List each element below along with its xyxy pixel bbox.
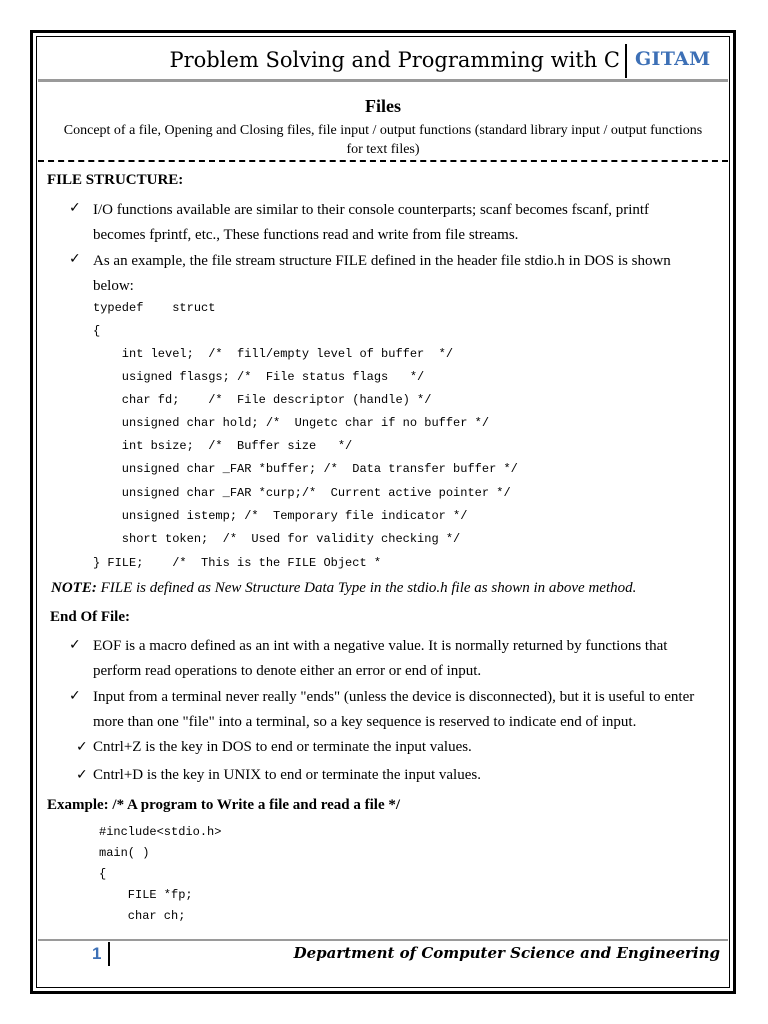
note-text: FILE is defined as New Structure Data Type in the stdio.h file as shown in above method.: [96, 580, 637, 596]
code-line: {: [99, 867, 107, 881]
department-name: Department of Computer Science and Engineering: [293, 944, 720, 962]
note-paragraph: [51, 580, 636, 597]
code-line: } FILE; /* This is the FILE Object *: [93, 556, 382, 570]
code-line: unsigned char _FAR *curp;/* Current active pointer */: [93, 486, 511, 500]
checkmark-icon: ✓: [76, 739, 88, 755]
note-label: NOTE:: [51, 580, 97, 596]
bullet-text: I/O functions available are similar to their console counterparts; scanf becomes fscanf, printf becomes fprintf, etc., These functions read and write from file streams.: [93, 202, 650, 243]
page-title: Files: [365, 96, 401, 116]
end-of-file-heading: End Of File:: [50, 609, 131, 625]
header-divider: [625, 44, 627, 78]
bullet-text: Input from a terminal never really "ends" (unless the device is disconnected), but it is useful to enter more than one "file" into a terminal, so a key sequence is reserved to indicate end of input.: [93, 689, 695, 730]
code-line: {: [93, 324, 101, 338]
code-line: unsigned istemp; /* Temporary file indicator */: [93, 509, 468, 523]
code-line: char fd; /* File descriptor (handle) */: [93, 393, 432, 407]
checkmark-icon: ✓: [69, 251, 81, 267]
checkmark-icon: ✓: [69, 688, 81, 704]
footer-divider: [108, 942, 110, 966]
checkmark-icon: ✓: [69, 637, 81, 653]
checkmark-icon: ✓: [69, 200, 81, 216]
code-line: FILE *fp;: [99, 888, 193, 902]
bullet-text: As an example, the file stream structure FILE defined in the header file stdio.h in DOS is shown below:: [93, 253, 671, 294]
bullet-text: EOF is a macro defined as an int with a negative value. It is normally returned by functions that perform read operations to denote either an error or end of input.: [93, 638, 668, 679]
course-title: Problem Solving and Programming with C: [169, 48, 620, 72]
page-number: 1: [92, 944, 102, 963]
code-line: char ch;: [99, 909, 186, 923]
code-line: unsigned char hold; /* Ungetc char if no buffer */: [93, 416, 490, 430]
example-heading: Example: /* A program to Write a file and read a file */: [47, 797, 401, 813]
code-line: short token; /* Used for validity checking */: [93, 532, 461, 546]
code-line: typedef struct: [93, 301, 216, 315]
checkmark-icon: ✓: [76, 767, 88, 783]
section-divider: [38, 160, 728, 162]
code-line: main( ): [99, 846, 150, 860]
page-subtitle: Concept of a file, Opening and Closing files, file input / output functions (standard library input / output functions for text files): [63, 123, 703, 157]
code-line: int level; /* fill/empty level of buffer */: [93, 347, 454, 361]
code-line: int bsize; /* Buffer size */: [93, 439, 353, 453]
footer-rule: [38, 939, 728, 941]
code-line: #include<stdio.h>: [99, 825, 222, 839]
bullet-text: Cntrl+D is the key in UNIX to end or terminate the input values.: [93, 767, 481, 783]
bullet-text: Cntrl+Z is the key in DOS to end or terminate the input values.: [93, 739, 472, 755]
header-rule: [38, 79, 728, 82]
file-structure-heading: FILE STRUCTURE:: [47, 172, 184, 188]
institution-logo-text: GITAM: [635, 48, 711, 70]
code-line: usigned flasgs; /* File status flags */: [93, 370, 425, 384]
code-line: unsigned char _FAR *buffer; /* Data transfer buffer */: [93, 462, 518, 476]
page-header: [38, 42, 728, 80]
